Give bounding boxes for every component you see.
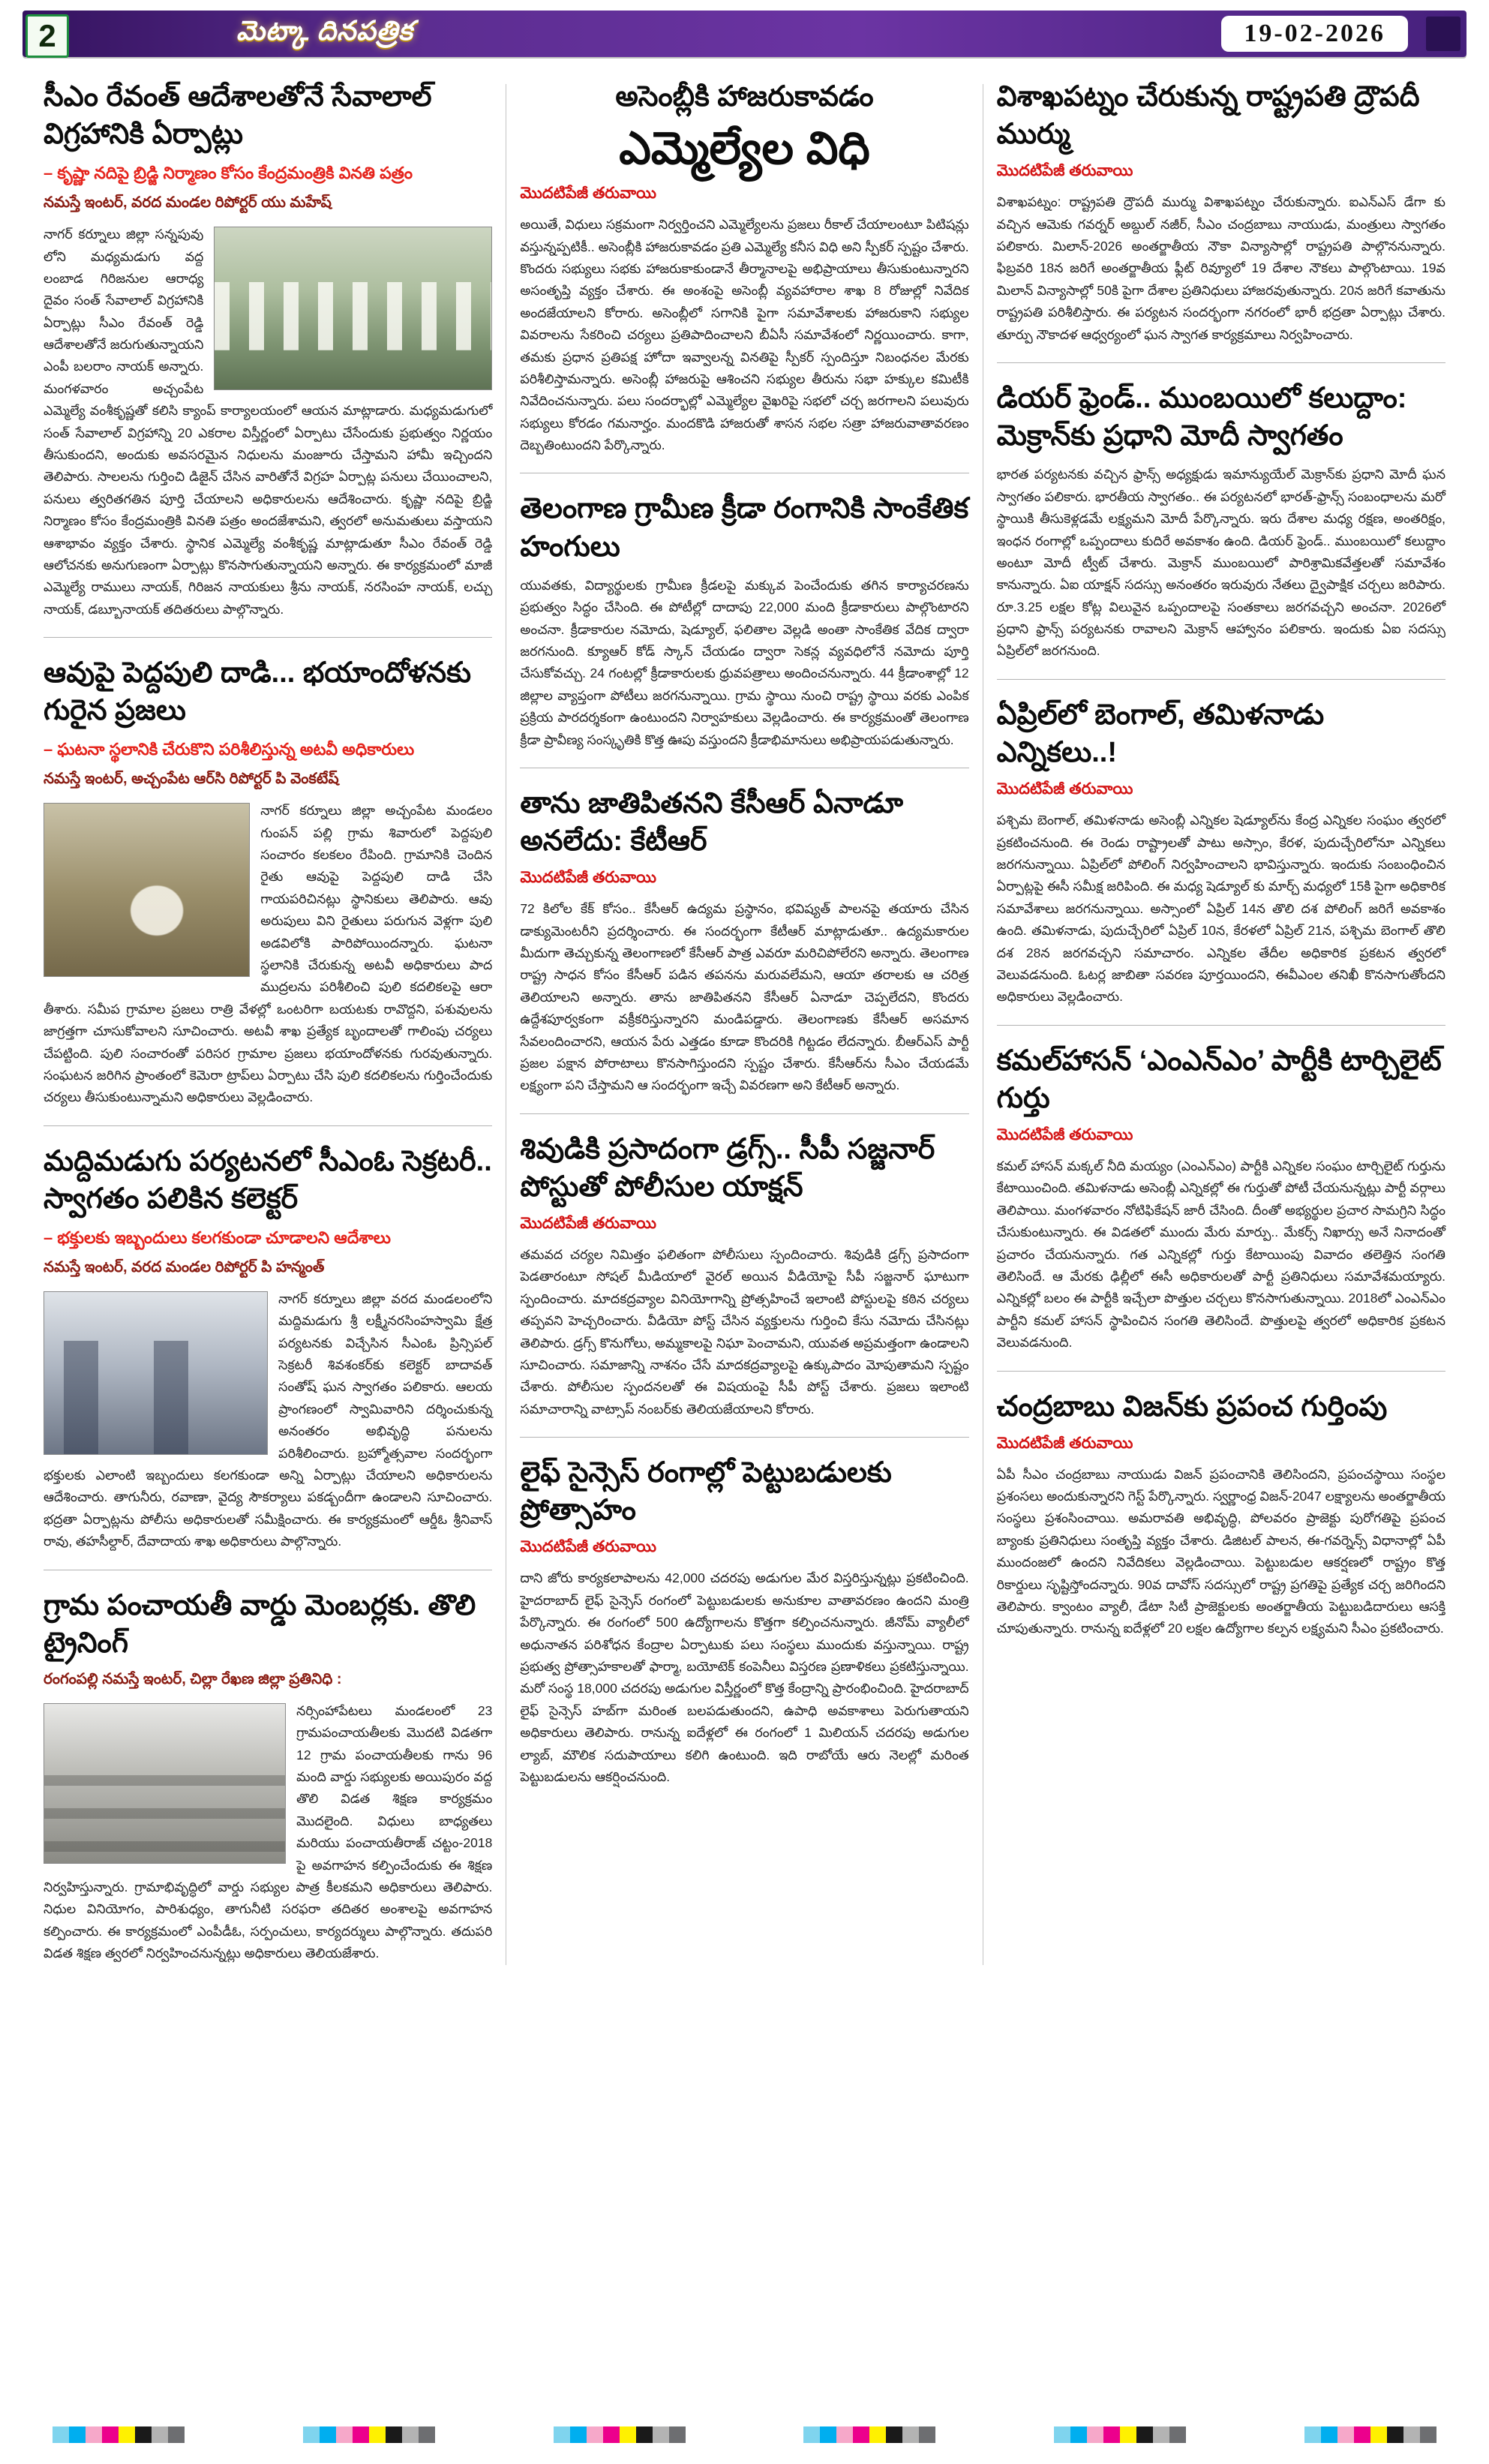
article-photo (214, 227, 492, 390)
print-mark-square (369, 2426, 386, 2443)
article-drugs-prasadam (520, 1113, 968, 1420)
article-body: పశ్చిమ బెంగాల్, తమిళనాడు అసెంబ్లీ ఎన్నికల షెడ్యూల్‌ను కేంద్ర ఎన్నికల సంఘం త్వరలో ప్రకటించనుంది. ఈ రెండు రాష్ట్రాలతో పాటు అస్సాం, కేరళ, పుదుచ్చేరిలోనూ ఎన్నికలు జరగనున్నాయి. ఏప్రిల్‌లో పోలింగ్ నిర్వహించాలని భావిస్తున్నారు. ఇందుకు సంబంధించిన ఏర్పాట్లపై ఈసీ సమీక్ష జరిపింది. ఈ మధ్య షెడ్యూల్ కు మార్చ్ మధ్యలో 15కి పైగా అధికారిక సమావేశాలు జరగనున్నాయి. అస్సాంలో ఏప్రిల్ 14న తొలి దశ పోలింగ్ జరిగే అవకాశం ఉంది. తమిళనాడు, పుదుచ్చేరిలో ఏప్రిల్ 10న, కేరళలో ఏప్రిల్ 21న, పశ్చిమ బెంగాల్ తొలి దశ 28న జరగవచ్చని సమాచారం. ఎన్నికల తేదీల అధికారిక ప్రకటన త్వరలో వెలువడనుంది. ఓటర్ల జాబితా సవరణ పూర్తయిందని, ఈవీఎంల తనిఖీ కొనసాగుతోందని అధికారులు వెల్లడించారు. (996, 813, 1445, 1005)
article-body: అయితే, విధులు సక్రమంగా నిర్వర్తించని ఎమ్మెల్యేలను ప్రజలు రీకాల్ చేయాలంటూ పిటిషన్లు వస్తున్నప్పటికీ.. అసెంబ్లీకి హాజరుకావడం ప్రతి ఎమ్మెల్యే కనీస విధి అని స్పీకర్ స్పష్టం చేశారు. కొందరు సభ్యులు సభకు హాజరుకాకుండానే తీర్మానాలపై అభిప్రాయాలు తీసుకుంటున్నారని అసంతృప్తి వ్యక్తం చేశారు. ఈ అంశంపై అసెంబ్లీ వ్యవహారాల శాఖ 8 రోజుల్లో నివేదిక అందజేయాలని కోరారు. అసెంబ్లీలో సగానికి పైగా సమావేశాలకు హాజరుకాని సభ్యుల వివరాలను సేకరించి చర్యలు ప్రతిపాదించాలని బీఏసీ సమావేశంలో నిర్ణయించారు. కాగా, తమకు ప్రధాన ప్రతిపక్ష హోదా ఇవ్వాలన్న వినతిపై స్పీకర్ స్పందిస్తూ నిబంధనల మేరకు పరిశీలిస్తామన్నారు. అసెంబ్లీ హాజరుపై ఆశించని సభ్యుల తీరును సభా హక్కుల కమిటీకి నివేదించనున్నారు. పలు సందర్భాల్లో ఎమ్మెల్యేల వైఖరిపై సభలో చర్చ జరగాలని పలువురు సభ్యులు కోరడం గమనార్హం. మందకొడి హాజరుతో శాసన సభల సత్రా హాజరువాతావరణం దెబ్బతింటుందని పేర్కొన్నారు. (520, 217, 969, 453)
print-mark-square (1103, 2426, 1120, 2443)
article-subhead: – కృష్ణా నదిపై బ్రిడ్జి నిర్మాణం కోసం కేంద్రమంత్రికి వినతి పత్రం (44, 164, 413, 183)
print-mark-square (69, 2426, 86, 2443)
print-mark-square (653, 2426, 669, 2443)
article-body: తమవద చర్యల నిమిత్తం ఫలితంగా పోలీసులు స్పందించారు. శివుడికి డ్రగ్స్ ప్రసాదంగా పెడతారంటూ సోషల్ మీడియాలో వైరల్ అయిన వీడియోపై సీపీ సజ్జనార్ ఘాటుగా స్పందించారు. మాదకద్రవ్యాల వినియోగాన్ని ప్రోత్సహించే ఇలాంటి పోస్టులపై కఠిన చర్యలు తప్పవని హెచ్చరించారు. వీడియో పోస్ట్ చేసిన వ్యక్తులను గుర్తించి కేసు నమోదు చేసినట్లు తెలిపారు. డ్రగ్స్ కొనుగోలు, అమ్మకాలపై నిఘా పెంచామని, యువత అప్రమత్తంగా ఉండాలని సూచించారు. సమాజాన్ని నాశనం చేసే మాదకద్రవ్యాలపై ఉక్కుపాదం మోపుతామని స్పష్టం చేశారు. పోలీసుల స్పందనలతో ఈ విషయంపై సీపీ పోస్ట్ చేశారు. ప్రజలు ఇలాంటి సమాచారాన్ని వాట్సాప్ నంబర్‌కు తెలియజేయాలని కోరారు. (520, 1247, 969, 1417)
print-mark-square (1354, 2426, 1370, 2443)
article-body: నాగర్ కర్నూలు జిల్లా అచ్చంపేట మండలం గుంపన్ పల్లి గ్రామ శివారులో పెద్దపులి సంచారం కలకలం రేపింది. గ్రామానికి చెందిన రైతు ఆవుపై పెద్దపులి దాడి చేసి గాయపరిచినట్లు స్థానికులు తెలిపారు. ఆవు అరుపులు విని రైతులు పరుగున వెళ్లగా పులి అడవిలోకి పారిపోయిందన్నారు. ఘటనా స్థలానికి చేరుకున్న అటవీ అధికారులు పాద ముద్రలను పరిశీలించి పులి కదలికలపై ఆరా తీశారు. సమీప గ్రామాల ప్రజలు రాత్రి వేళల్లో ఒంటరిగా బయటకు రావొద్దని, పశువులను జాగ్రత్తగా చూసుకోవాలని సూచించారు. అటవీ శాఖ ప్రత్యేక బృందాలతో గాలింపు చర్యలు చేపట్టింది. పులి సంచారంతో పరిసర గ్రామాల ప్రజలు భయాందోళనకు గురవుతున్నారు. సంఘటన జరిగిన ప్రాంతంలో కెమెరా ట్రాప్‌లు ఏర్పాటు చేసి పులి కదలికలను గుర్తించేందుకు చర్యలు తీసుకుంటున్నామని అధికారులు వెల్లడించారు. (44, 803, 493, 1105)
print-mark-square (119, 2426, 135, 2443)
article-body: భారత పర్యటనకు వచ్చిన ఫ్రాన్స్ అధ్యక్షుడు ఇమాన్యుయేల్ మెక్రాన్‌కు ప్రధాని మోదీ ఘన స్వాగతం పలికారు. భారతీయ స్వాగతం.. ఈ పర్యటనలో భారత్-ఫ్రాన్స్ సంబంధాలను మరో స్థాయికి తీసుకెళ్లడమే లక్ష్యమని మోదీ పేర్కొన్నారు. ఇరు దేశాల మధ్య రక్షణ, అంతరిక్షం, ఇంధన రంగాల్లో ఒప్పందాలు కుదిరే అవకాశం ఉంది. డియర్ ఫ్రెండ్.. ముంబయిలో కలుద్దాం అంటూ మోదీ ట్వీట్ చేశారు. మెక్రాన్ ముంబయిలో పారిశ్రామికవేత్తలతో సమావేశం కానున్నారు. ఏఐ యాక్షన్ సదస్సు అనంతరం ఇరువురు నేతలు ద్వైపాక్షిక చర్చలు జరిపారు. రూ.3.25 లక్షల కోట్ల విలువైన ఒప్పందాలపై సంతకాలు జరగవచ్చని అంచనా. 2026లో ప్రధాని ఫ్రాన్స్ పర్యటనకు రావాలని మెక్రాన్ ఆహ్వానం పలికారు. ఇందుకు ఏఐ సదస్సు ఏప్రిల్‌లో జరగనుంది. (996, 467, 1445, 659)
print-mark-square (1387, 2426, 1403, 2443)
article-byline: నమస్తే ఇంటర్, అచ్చంపేట ఆర్‌సి రిపోర్టర్ పి వెంకటేష్ (44, 771, 339, 788)
continued-label: మొదటిపేజీ తరువాయి (520, 869, 657, 887)
article-body: నర్సింహాపేటలు మండలంలో 23 గ్రామపంచాయతీలకు మొదటి విడతగా 12 గ్రామ పంచాయతీలకు గాను 96 మంది వార్డు సభ్యులకు అయిపురం వద్ద తొలి విడత శిక్షణ కార్యక్రమం మొదలైంది. విధులు బాధ్యతలు మరియు పంచాయతీరాజ్ చట్టం-2018 పై అవగాహన కల్పించేందుకు ఈ శిక్షణ నిర్వహిస్తున్నారు. గ్రామాభివృద్ధిలో వార్డు సభ్యుల పాత్ర కీలకమని అధికారులు తెలిపారు. నిధుల వినియోగం, పారిశుధ్యం, తాగునీటి సరఫరా తదితర అంశాలపై అవగాహన కల్పించారు. ఈ కార్యక్రమంలో ఎంపీడీఓ, సర్పంచులు, కార్యదర్శులు పాల్గొన్నారు. తదుపరి విడత శిక్షణ త్వరలో నిర్వహించనున్నట్లు అధికారులు తెలియజేశారు. (44, 1702, 493, 1961)
continued-label: మొదటిపేజీ తరువాయి (520, 1215, 657, 1233)
print-mark-square (402, 2426, 419, 2443)
masthead-logo: మెట్కా దినపత్రిక (236, 14, 413, 46)
print-mark-square (620, 2426, 636, 2443)
article-headline: తెలంగాణ గ్రామీణ క్రీడా రంగానికి సాంకేతిక హంగులు (520, 493, 969, 563)
print-mark-square (587, 2426, 603, 2443)
article-body: కమల్ హాసన్ మక్కల్ నీది మయ్యం (ఎంఎన్ఎం) పార్టీకి ఎన్నికల సంఘం టార్చిలైట్ గుర్తును కేటాయించింది. తమిళనాడు అసెంబ్లీ ఎన్నికల్లో ఈ గుర్తుతో పోటీ చేయనున్నట్లు పార్టీ వర్గాలు తెలిపాయి. మంగళవారం నోటిఫికేషన్ జారీ చేసింది. దీంతో అభ్యర్థుల ప్రచార సామగ్రిని సిద్ధం చేసుకుంటున్నారు. ఈ విడతలో ముందు మేరు మార్పు.. మేకర్స్ నిఖార్సు అనే నినాదంతో ప్రచారం చేయనున్నారు. గత ఎన్నికల్లో గుర్తు కేటాయింపు వివాదం తలెత్తిన సంగతి తెలిసిందే. ఆ మేరకు ఢిల్లీలో ఈసీ అధికారులతో పార్టీ ప్రతినిధులు సమావేశమయ్యారు. ఎన్నికల్లో బలం ఈ పార్టీకి ఇచ్చేలా పొత్తుల చర్చలు కొనసాగుతున్నాయి. 2018లో ఎంఎన్ఎం పార్టీని కమల్ హాసన్ స్థాపించిన సంగతి తెలిసిందే. పొత్తులపై త్వరలో అధికారిక ప్రకటన వెలువడనుంది. (996, 1158, 1445, 1351)
print-mark-square (1070, 2426, 1087, 2443)
article-body: విశాఖపట్నం: రాష్ట్రపతి ద్రౌపదీ ముర్ము విశాఖపట్నం చేరుకున్నారు. ఐఎన్ఎస్ డేగా కు వచ్చిన ఆమెకు గవర్నర్ అబ్దుల్ నజీర్, సీఎం చంద్రబాబు నాయుడు, మంత్రులు స్వాగతం పలికారు. మిలాన్-2026 అంతర్జాతీయ నౌకా విన్యాసాల్లో రాష్ట్రపతి పాల్గొననున్నారు. ఫిబ్రవరి 18న జరిగే అంతర్జాతీయ ఫ్లీట్ రివ్యూలో 19 దేశాల నౌకలు పాల్గొంటాయి. 19వ మిలాన్ విన్యాసాల్లో 50కి పైగా దేశాల ప్రతినిధులు హాజరవుతున్నారు. 20న జరిగే కవాతును రాష్ట్రపతి పరిశీలిస్తారు. ఈ పర్యటన సందర్భంగా నగరంలో భారీ భద్రతా ఏర్పాట్లు చేశారు. తూర్పు నౌకాదళ ఆధ్వర్యంలో ఘన స్వాగత కార్యక్రమాలు నిర్వహించారు. (996, 194, 1445, 342)
continued-label: మొదటిపేజీ తరువాయి (996, 162, 1133, 180)
article-headline: చంద్రబాబు విజన్‌కు ప్రపంచ గుర్తింపు (996, 1390, 1388, 1423)
print-mark-square (636, 2426, 653, 2443)
article-body: 72 కిలోల కేక్ కోసం.. కేసీఆర్ ఉద్యమ ప్రస్థానం, భవిష్యత్ పాలనపై తయారు చేసిన డాక్యుమెంటరీని ప్రదర్శించారు. ఈ సందర్భంగా కేటీఆర్ మాట్లాడుతూ.. ఉద్యమకారుల మీదుగా తెచ్చుకున్న తెలంగాణలో కేసీఆర్ పాత్ర ఎవరూ మరిచిపోలేరని అన్నారు. తెలంగాణ రాష్ట్ర సాధన కోసం కేసీఆర్ పడిన తపనను మరువలేమని, ఆయా తరాలకు ఆ చరిత్ర తెలియాలని అన్నారు. తాను జాతిపితనని కేసీఆర్ ఏనాడూ చెప్పలేదని, కొందరు ఉద్దేశపూర్వకంగా వక్రీకరిస్తున్నారని మండిపడ్డారు. తెలంగాణకు కేసీఆర్ అసమాన సేవలందించారని, ఆయన పేరు ఎత్తడం కూడా కొందరికి గిట్టడం లేదన్నారు. బీఆర్ఎస్ పార్టీ ప్రజల పక్షాన పోరాటాలు కొనసాగిస్తుందని స్పష్టం చేశారు. కేసీఆర్‌ను సీఎం చేయడమే లక్ష్యంగా పని చేస్తామని ఆ సందర్భంగా ఇచ్చే వివరణగా అని కేటీఆర్ అన్నారు. (520, 901, 969, 1093)
print-mark-square (1321, 2426, 1337, 2443)
print-mark-square (669, 2426, 686, 2443)
continued-label: మొదటిపేజీ తరువాయి (520, 1538, 657, 1556)
print-mark-square (419, 2426, 435, 2443)
continued-label: మొదటిపేజీ తరువాయి (996, 1126, 1133, 1144)
print-mark-square (152, 2426, 168, 2443)
article-headline: ఏప్రిల్‌లో బెంగాల్, తమిళనాడు ఎన్నికలు..! (996, 699, 1325, 769)
column-3 (983, 78, 1459, 1965)
article-ktr-kcr (520, 768, 968, 1097)
article-byline: నమస్తే ఇంటర్, వరద మండల రిపోర్టర్ పి హన్మంత్ (44, 1258, 325, 1276)
print-mark-square (386, 2426, 402, 2443)
print-mark-square (853, 2426, 869, 2443)
print-mark-square (1136, 2426, 1153, 2443)
article-body: నాగర్ కర్నూలు జిల్లా సన్నపువు లోని మధ్యమడుగు వద్ద లంబాడ గిరిజనుల ఆరాధ్య దైవం సంత్ సేవాలాల్ విగ్రహానికి ఏర్పాట్లు సీఎం రేవంత్ రెడ్డి ఆదేశాలతోనే జరుగుతున్నాయని ఎంపీ బలరాం నాయక్ అన్నారు. మంగళవారం అచ్చంపేట ఎమ్మెల్యే వంశీకృష్ణతో కలిసి క్యాంప్ కార్యాలయంలో ఆయన మాట్లాడారు. మధ్యమడుగులో సంత్ సేవాలాల్ విగ్రహాన్ని 20 ఎకరాల విస్తీర్ణంలో ఏర్పాటు చేసేందుకు ప్రభుత్వం నిర్ణయం తీసుకుందని, అందుకు అవసరమైన నిధులను మంజూరు చేస్తామని హామీ ఇచ్చిందని తెలిపారు. సాలలను గుర్తించి డిజైన్ చేసిన వారితోనే విగ్రహ ఏర్పాట్ల పనులు చేయించాలని, పనులు త్వరితగతిన పూర్తి చేయాలని అధికారులను ఆదేశించారు. కృష్ణా నదిపై బ్రిడ్జి నిర్మాణం కోసం కేంద్రమంత్రికి వినతి పత్రం అందజేశామని, త్వరలో అనుమతులు వస్తాయని ఆశాభావం వ్యక్తం చేశారు. స్థానిక ఎమ్మెల్యే వంశీకృష్ణ మాట్లాడుతూ సీఎం రేవంత్ రెడ్డి ఆలోచనకు అనుగుణంగా ఏర్పాట్లు కొనసాగుతున్నాయని అన్నారు. ఈ కార్యక్రమంలో మాజీ ఎమ్మెల్యే రాములు నాయక్, గిరిజన నాయకులు శ్రీను నాయక్, నరసింహ నాయక్, లచ్చు నాయక్, డబ్బూనాయక్ తదితరులు పాల్గొన్నారు. (44, 227, 493, 617)
print-mark-square (135, 2426, 152, 2443)
print-mark-square (603, 2426, 620, 2443)
page-header (23, 11, 1466, 57)
article-headline: కమల్‌హాసన్ ‘ఎంఎన్ఎం’ పార్టీకి టార్చిలైట్ గుర్తు (996, 1044, 1442, 1114)
article-headline: గ్రామ పంచాయతీ వార్డు మెంబర్లకు. తొలి ట్రైనింగ్ (44, 1589, 476, 1659)
print-mark-square (168, 2426, 185, 2443)
article-photo (44, 803, 250, 977)
print-mark-square (1120, 2426, 1136, 2443)
article-body: ఏపీ సీఎం చంద్రబాబు నాయుడు విజన్ ప్రపంచానికి తెలిసిందని, ప్రపంచస్థాయి సంస్థల ప్రశంసలు అందుకున్నారని గెస్ట్ పేర్కొన్నారు. స్వర్ణాంధ్ర విజన్-2047 లక్ష్యాలను అంతర్జాతీయ సంస్థలు ప్రశంసించాయి. అమరావతి అభివృద్ధి, పోలవరం ప్రాజెక్టు పురోగతిపై ప్రపంచ బ్యాంకు ప్రతినిధులు సంతృప్తి వ్యక్తం చేశారు. డిజిటల్ పాలన, ఈ-గవర్నెన్స్ విధానాల్లో ఏపీ ముందంజలో ఉందని నివేదికలు వెల్లడించాయి. పెట్టుబడుల ఆకర్షణలో రాష్ట్రం కొత్త రికార్డులు సృష్టిస్తోందన్నారు. 90వ దావోస్ సదస్సులో రాష్ట్ర ప్రగతిపై ప్రత్యేక చర్చ జరిగిందని తెలిపారు. క్వాంటం వ్యాలీ, డేటా సిటీ ప్రాజెక్టులకు అంతర్జాతీయ పెట్టుబడిదారులు ఆసక్తి చూపుతున్నారు. రానున్న ఐదేళ్లలో 20 లక్షల ఉద్యోగాల కల్పన లక్ష్యమని సీఎం ప్రకటించారు. (996, 1466, 1445, 1636)
print-mark-square (1169, 2426, 1186, 2443)
page-content (0, 57, 1489, 2078)
print-mark-square (336, 2426, 353, 2443)
article-macron-modi (997, 362, 1445, 663)
print-mark-square (320, 2426, 336, 2443)
print-registration-marks (53, 2426, 1436, 2443)
print-mark-group (1054, 2426, 1186, 2443)
article-headline: విశాఖపట్నం చేరుకున్న రాష్ట్రపతి ద్రౌపదీ ముర్ము (996, 81, 1420, 151)
article-tiger-attack (44, 637, 492, 1109)
article-bengal-tn-elections (997, 679, 1445, 1008)
column-2 (506, 78, 982, 1965)
article-headline: శివుడికి ప్రసాదంగా డ్రగ్స్.. సీపీ సజ్జనార్ పోస్టుతో పోలీసుల యాక్షన్ (520, 1133, 935, 1203)
article-president-visit (997, 78, 1445, 346)
print-mark-square (869, 2426, 886, 2443)
article-kamal-haasan-symbol (997, 1025, 1445, 1354)
print-mark-group (1304, 2426, 1436, 2443)
print-mark-square (570, 2426, 587, 2443)
article-headline: డియర్ ఫ్రెండ్.. ముంబయిలో కలుద్దాం: మెక్రాన్‌కు ప్రధాని మోదీ స్వాగతం (996, 383, 1407, 452)
print-mark-square (53, 2426, 69, 2443)
print-mark-square (1420, 2426, 1436, 2443)
article-headline: ఆవుపై పెద్దపులి దాడి... భయాందోళనకు గురైన ప్రజలు (44, 657, 472, 727)
article-sevalal-statue (44, 78, 492, 621)
masthead-band (23, 11, 1466, 57)
article-subhead: – ఘటనా స్థలానికి చేరుకొని పరిశీలిస్తున్న అటవీ అధికారులు (44, 740, 415, 759)
print-mark-group (53, 2426, 185, 2443)
article-assembly-duty (520, 78, 968, 456)
print-mark-square (820, 2426, 836, 2443)
continued-label: మొదటిపేజీ తరువాయి (996, 1434, 1133, 1452)
article-headline: సీఎం రేవంత్ ఆదేశాలతోనే సేవాలాల్ విగ్రహానికి ఏర్పాట్లు (44, 81, 432, 151)
continued-label: మొదటిపేజీ తరువాయి (996, 780, 1133, 798)
column-1 (30, 78, 506, 1965)
article-ward-member-training (44, 1570, 492, 1965)
article-byline: నమస్తే ఇంటర్, వరద మండల రిపోర్టర్ యు మహేష్ (44, 194, 332, 212)
article-cmo-secretary-visit (44, 1125, 492, 1553)
edition-date: 19-02-2026 (1221, 16, 1408, 52)
print-mark-group (554, 2426, 686, 2443)
article-body: యువతకు, విద్యార్థులకు గ్రామీణ క్రీడలపై మక్కువ పెంచేందుకు తగిన కార్యాచరణను ప్రభుత్వం సిద్ధం చేసింది. ఈ పోటీల్లో దాదాపు 22,000 మంది క్రీడాకారులు పాల్గొంటారని అంచనా. క్రీడాకారుల నమోదు, షెడ్యూల్, ఫలితాల వెల్లడి అంతా సాంకేతిక వేదిక ద్వారా జరగనుంది. క్యూఆర్ కోడ్ స్కాన్ చేయడం ద్వారా సెకన్ల వ్యవధిలోనే నమోదు పూర్తి చేసుకోవచ్చు. 24 గంటల్లో క్రీడాకారులకు ధ్రువపత్రాలు అందించనున్నారు. 44 క్రీడాంశాల్లో 12 జిల్లాల వ్యాప్తంగా పోటీలు జరగనున్నాయి. గ్రామ స్థాయి నుంచి రాష్ట్ర స్థాయి వరకు ఎంపిక ప్రక్రియ పారదర్శకంగా ఉంటుందని నిర్వాహకులు వెల్లడించారు. ఈ కార్యక్రమంతో తెలంగాణ క్రీడా ప్రావీణ్య సంస్కృతికి కొత్త ఊపు వస్తుందని క్రీడాభిమానులు అభిప్రాయపడుతున్నారు. (520, 577, 969, 747)
article-life-sciences (520, 1437, 968, 1788)
band-endcap (1426, 17, 1460, 51)
print-mark-square (902, 2426, 919, 2443)
article-headline: మద్దిమడుగు పర్యటనలో సీఎంఓ సెక్రటరీ.. స్వాగతం పలికిన కలెక్టర్ (44, 1145, 492, 1215)
print-mark-square (303, 2426, 320, 2443)
print-mark-square (353, 2426, 369, 2443)
article-photo (44, 1291, 268, 1455)
print-mark-square (1403, 2426, 1420, 2443)
article-headline: తాను జాతిపితనని కేసీఆర్ ఏనాడూ అనలేదు: కేటీఆర్ (520, 787, 903, 858)
headline-main-line: ఎమ్మెల్యేల విధి (619, 123, 870, 174)
print-mark-square (886, 2426, 902, 2443)
article-headline: లైఫ్ సైన్సెస్ రంగాల్లో పెట్టుబడులకు ప్రోత్సాహం (520, 1457, 892, 1527)
article-byline: రంగంపల్లి నమస్తే ఇంటర్, చిల్లా రేఖణ జిల్లా ప్రతినిధి : (44, 1670, 342, 1687)
article-body: నాగర్ కర్నూలు జిల్లా వరద మండలంలోని మద్దిమడుగు శ్రీ లక్ష్మీనరసింహస్వామి క్షేత్ర పర్యటనకు విచ్చేసిన సీఎంఓ ప్రిన్సిపల్ సెక్రటరీ శివశంకర్‌కు కలెక్టర్ బాదావత్ సంతోష్ ఘన స్వాగతం పలికారు. ఆలయ ప్రాంగణంలో స్వామివారిని దర్శించుకున్న అనంతరం అభివృద్ధి పనులను పరిశీలించారు. బ్రహ్మోత్సవాల సందర్భంగా భక్తులకు ఎలాంటి ఇబ్బందులు కలగకుండా అన్ని ఏర్పాట్లు చేయాలని అధికారులను ఆదేశించారు. తాగునీరు, రవాణా, వైద్య సౌకర్యాలు పకడ్బందీగా ఉండాలని సూచించారు. భద్రతా ఏర్పాట్లను పోలీసు అధికారులతో సమీక్షించారు. ఈ కార్యక్రమంలో ఆర్డీఓ శ్రీనివాస్ రావు, తహసీల్దార్, దేవాదాయ శాఖ అధికారులు పాల్గొన్నారు. (44, 1291, 493, 1549)
print-mark-square (1054, 2426, 1070, 2443)
article-subhead: – భక్తులకు ఇబ్బందులు కలగకుండా చూడాలని ఆదేశాలు (44, 1228, 391, 1248)
print-mark-square (1304, 2426, 1321, 2443)
article-body: దాని జోరు కార్యకలాపాలను 42,000 చదరపు అడుగుల మేర విస్తరిస్తున్నట్లు ప్రకటించింది. హైదరాబాద్ లైఫ్ సైన్సెస్ రంగంలో పెట్టుబడులకు అనుకూల వాతావరణం ఉందని మంత్రి పేర్కొన్నారు. ఈ రంగంలో 500 ఉద్యోగాలను కొత్తగా కల్పించనున్నారు. జీనోమ్ వ్యాలీలో అధునాతన పరిశోధన కేంద్రాల ఏర్పాటుకు పలు సంస్థలు ముందుకు వస్తున్నాయి. రాష్ట్ర ప్రభుత్వ ప్రోత్సాహకాలతో ఫార్మా, బయోటెక్ కంపెనీలు విస్తరణ ప్రణాళికలు ప్రకటిస్తున్నాయి. మరో సంస్థ 18,000 చదరపు అడుగుల విస్తీర్ణంలో కొత్త కేంద్రాన్ని ప్రారంభించింది. హైదరాబాద్ లైఫ్ సైన్సెస్ హబ్‌గా మరింత బలపడుతుందని, ఉపాధి అవకాశాలు పెరుగుతాయని అధికారులు తెలిపారు. రానున్న ఐదేళ్లలో ఈ రంగంలో 1 మిలియన్ చదరపు అడుగుల ల్యాబ్, మౌలిక సదుపాయాలు కలిగి ఉంటుంది. ఇది రాబోయే ఆరు నెలల్లో మరింత పెట్టుబడులను ఆకర్షించనుంది. (520, 1570, 969, 1784)
print-mark-group (303, 2426, 435, 2443)
print-mark-square (1087, 2426, 1103, 2443)
article-rural-sports-tech (520, 473, 968, 750)
print-mark-square (1337, 2426, 1354, 2443)
page-number: 2 (26, 14, 69, 58)
print-mark-square (1153, 2426, 1169, 2443)
print-mark-square (102, 2426, 119, 2443)
article-headline (520, 78, 968, 176)
print-mark-square (1370, 2426, 1387, 2443)
continued-label: మొదటిపేజీ తరువాయి (520, 185, 657, 203)
print-mark-square (803, 2426, 820, 2443)
print-mark-square (919, 2426, 935, 2443)
article-photo (44, 1703, 286, 1864)
print-mark-square (836, 2426, 853, 2443)
print-mark-group (803, 2426, 935, 2443)
headline-top-line: అసెంబ్లీకి హాజరుకావడం (615, 81, 874, 113)
print-mark-square (554, 2426, 570, 2443)
print-mark-square (86, 2426, 102, 2443)
article-chandrababu-vision (997, 1371, 1445, 1640)
